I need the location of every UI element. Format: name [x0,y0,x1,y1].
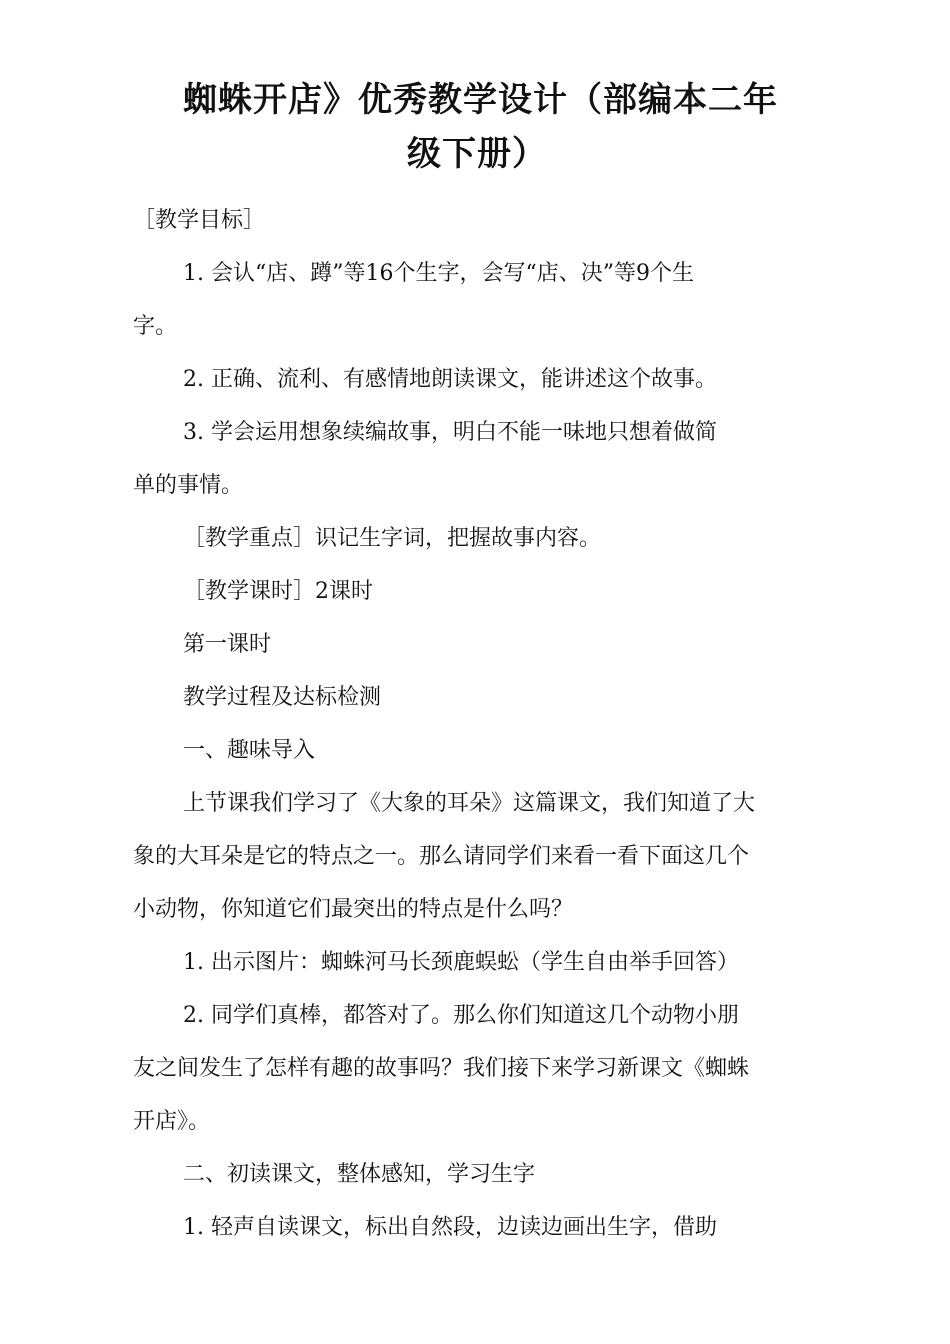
lesson-heading: 第一课时 [183,632,272,657]
paragraph-line: 单的事情。 [133,473,244,498]
section-heading-key-points: ［教学重点］识记生字词，把握故事内容。 [183,526,602,551]
paragraph-line: 小动物，你知道它们最突出的特点是什么吗？ [133,897,574,922]
paragraph-line: 字。 [133,314,178,339]
paragraph-line: 3. 学会运用想象续编故事，明白不能一味地只想着做简 [183,420,717,445]
document-title-line-2: 级下册） [407,134,547,174]
paragraph-line: 2. 同学们真棒，都答对了。那么你们知道这几个动物小朋 [183,1003,739,1028]
paragraph-line: 上节课我们学习了《大象的耳朵》这篇课文，我们知道了大 [183,791,756,816]
paragraph-line: 象的大耳朵是它的特点之一。那么请同学们来看一看下面这几个 [133,844,750,869]
section-heading-objectives: ［教学目标］ [133,208,266,233]
paragraph-line: 2. 正确、流利、有感情地朗读课文，能讲述这个故事。 [183,367,717,392]
paragraph-line: 1. 轻声自读课文，标出自然段，边读边画出生字，借助 [183,1215,717,1240]
section-heading-lesson-hours: ［教学课时］2课时 [183,579,373,604]
subsection-heading: 教学过程及达标检测 [183,685,382,710]
paragraph-line: 1. 会认“店、蹲”等16个生字，会写“店、决”等9个生 [183,261,694,286]
subsection-heading: 一、趣味导入 [183,738,316,763]
document-title-line-1: 蜘蛛开店》优秀教学设计（部编本二年 [183,80,778,120]
paragraph-line: 1. 出示图片：蜘蛛河马长颈鹿蜈蚣（学生自由举手回答） [183,950,739,975]
subsection-heading: 二、初读课文，整体感知，学习生字 [183,1162,536,1187]
paragraph-line: 开店》。 [133,1109,211,1134]
paragraph-line: 友之间发生了怎样有趣的故事吗？我们接下来学习新课文《蜘蛛 [133,1056,750,1081]
